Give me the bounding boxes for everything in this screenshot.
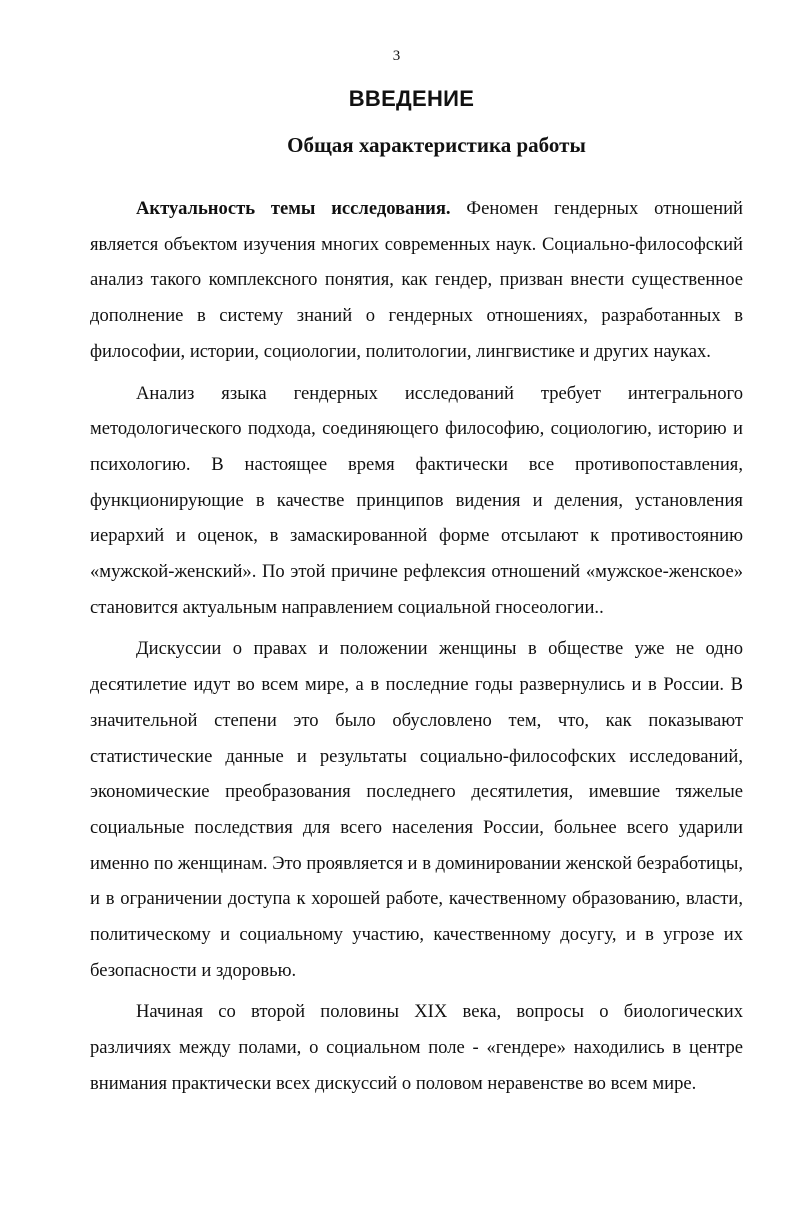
page-number: 3	[392, 48, 401, 64]
section-subtitle: Общая характеристика работы	[287, 133, 586, 157]
paragraph-language-analysis	[90, 376, 743, 626]
paragraph-relevance	[90, 191, 743, 370]
paragraph-lead: Актуальность темы исследования.	[136, 198, 451, 219]
paragraph-women-rights	[90, 631, 743, 988]
paragraph-text: Анализ языка гендерных исследований требует интегрального методологического подхода, соединяющего философию, социологию, историю и психологию. В настоящее время фактически все противопоставления, функционирующие в качестве принципов видения и деления, установления иерархий и оценок, в замаскированной форме отсылают к противостоянию «мужской-женский». По этой причине рефлексия отношений «мужское-женское» становится актуальным направлением социальной гносеологии..	[90, 382, 743, 618]
paragraph-text: Начиная со второй половины XIX века, вопросы о биологических различиях между полами, о социальном поле - «гендере» находились в центре внимания практически всех дискуссий о половом неравенстве во всем мире.	[90, 1001, 743, 1094]
paragraph-history	[90, 994, 743, 1101]
paragraph-text: Дискуссии о правах и положении женщины в обществе уже не одно десятилетие идут во всем мире, а в последние годы развернулись и в России. В значительной степени это было обусловлено тем, что, как показывают статистические данные и результаты социально-философских исследований, экономические преобразования последнего десятилетия, имевшие тяжелые социальные последствия для всего населения России, больнее всего ударили именно по женщинам. Это проявляется и в доминировании женской безработицы, и в ограничении доступа к хорошей работе, качественному образованию, власти, политическому и социальному участию, качественному досугу, и в угрозе их безопасности и здоровью.	[90, 638, 743, 981]
section-title: ВВЕДЕНИЕ	[348, 86, 475, 111]
body-text	[90, 191, 743, 1102]
paragraph-text: Феномен гендерных отношений является объектом изучения многих современных наук. Социально-философский анализ такого комплексного понятия, как гендер, призван внести существенное дополнение в систему знаний о гендерных отношениях, разработанных в философии, истории, социологии, политологии, лингвистике и других науках.	[90, 198, 743, 362]
